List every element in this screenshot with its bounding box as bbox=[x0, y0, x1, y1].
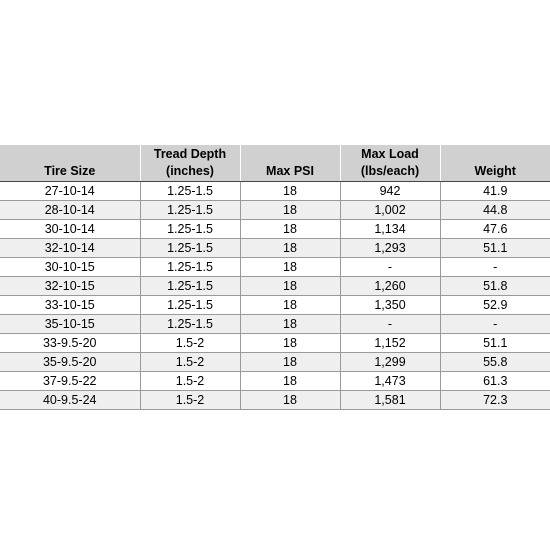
cell-max-load: 1,473 bbox=[340, 372, 440, 391]
cell-max-psi: 18 bbox=[240, 277, 340, 296]
cell-max-psi: 18 bbox=[240, 220, 340, 239]
cell-max-psi: 18 bbox=[240, 391, 340, 410]
cell-max-psi: 18 bbox=[240, 353, 340, 372]
header-tire-size: Tire Size bbox=[0, 145, 140, 182]
cell-tread-depth: 1.25-1.5 bbox=[140, 277, 240, 296]
cell-weight: 51.1 bbox=[440, 334, 550, 353]
cell-max-load: 1,581 bbox=[340, 391, 440, 410]
cell-max-psi: 18 bbox=[240, 201, 340, 220]
cell-weight: 52.9 bbox=[440, 296, 550, 315]
cell-tire-size: 27-10-14 bbox=[0, 182, 140, 201]
cell-max-psi: 18 bbox=[240, 258, 340, 277]
table-row bbox=[0, 353, 550, 372]
cell-tread-depth: 1.5-2 bbox=[140, 334, 240, 353]
cell-max-psi: 18 bbox=[240, 315, 340, 334]
cell-weight: 55.8 bbox=[440, 353, 550, 372]
cell-max-load: - bbox=[340, 315, 440, 334]
cell-tread-depth: 1.25-1.5 bbox=[140, 201, 240, 220]
cell-tire-size: 28-10-14 bbox=[0, 201, 140, 220]
cell-max-psi: 18 bbox=[240, 334, 340, 353]
table-row bbox=[0, 334, 550, 353]
cell-max-load: 1,260 bbox=[340, 277, 440, 296]
table-row bbox=[0, 201, 550, 220]
cell-max-psi: 18 bbox=[240, 239, 340, 258]
table-body bbox=[0, 182, 550, 410]
cell-max-load: - bbox=[340, 258, 440, 277]
cell-weight: 51.1 bbox=[440, 239, 550, 258]
cell-max-load: 1,134 bbox=[340, 220, 440, 239]
cell-tire-size: 30-10-15 bbox=[0, 258, 140, 277]
cell-tread-depth: 1.5-2 bbox=[140, 391, 240, 410]
cell-weight: - bbox=[440, 315, 550, 334]
table-row bbox=[0, 239, 550, 258]
cell-weight: - bbox=[440, 258, 550, 277]
cell-weight: 41.9 bbox=[440, 182, 550, 201]
table-row bbox=[0, 220, 550, 239]
header-max-load: Max Load (lbs/each) bbox=[340, 145, 440, 182]
cell-max-psi: 18 bbox=[240, 182, 340, 201]
table-row bbox=[0, 277, 550, 296]
table-row bbox=[0, 296, 550, 315]
cell-tire-size: 37-9.5-22 bbox=[0, 372, 140, 391]
cell-weight: 47.6 bbox=[440, 220, 550, 239]
table-row bbox=[0, 391, 550, 410]
cell-tire-size: 35-10-15 bbox=[0, 315, 140, 334]
cell-max-load: 1,299 bbox=[340, 353, 440, 372]
cell-max-load: 1,350 bbox=[340, 296, 440, 315]
cell-weight: 72.3 bbox=[440, 391, 550, 410]
cell-weight: 51.8 bbox=[440, 277, 550, 296]
cell-tire-size: 33-10-15 bbox=[0, 296, 140, 315]
cell-tire-size: 33-9.5-20 bbox=[0, 334, 140, 353]
cell-tire-size: 32-10-15 bbox=[0, 277, 140, 296]
cell-tire-size: 35-9.5-20 bbox=[0, 353, 140, 372]
table-header-row bbox=[0, 145, 550, 182]
table-row bbox=[0, 372, 550, 391]
cell-tire-size: 40-9.5-24 bbox=[0, 391, 140, 410]
cell-max-load: 942 bbox=[340, 182, 440, 201]
cell-tire-size: 32-10-14 bbox=[0, 239, 140, 258]
cell-tread-depth: 1.25-1.5 bbox=[140, 315, 240, 334]
cell-max-load: 1,002 bbox=[340, 201, 440, 220]
cell-max-load: 1,293 bbox=[340, 239, 440, 258]
cell-tread-depth: 1.25-1.5 bbox=[140, 258, 240, 277]
table-row bbox=[0, 258, 550, 277]
header-tread-depth: Tread Depth (inches) bbox=[140, 145, 240, 182]
cell-max-psi: 18 bbox=[240, 372, 340, 391]
cell-tread-depth: 1.25-1.5 bbox=[140, 182, 240, 201]
cell-tread-depth: 1.5-2 bbox=[140, 353, 240, 372]
header-weight: Weight bbox=[440, 145, 550, 182]
cell-tread-depth: 1.5-2 bbox=[140, 372, 240, 391]
cell-tread-depth: 1.25-1.5 bbox=[140, 296, 240, 315]
cell-weight: 44.8 bbox=[440, 201, 550, 220]
cell-weight: 61.3 bbox=[440, 372, 550, 391]
cell-max-load: 1,152 bbox=[340, 334, 440, 353]
cell-tread-depth: 1.25-1.5 bbox=[140, 220, 240, 239]
header-max-psi: Max PSI bbox=[240, 145, 340, 182]
cell-max-psi: 18 bbox=[240, 296, 340, 315]
tire-spec-table bbox=[0, 145, 550, 410]
cell-tread-depth: 1.25-1.5 bbox=[140, 239, 240, 258]
cell-tire-size: 30-10-14 bbox=[0, 220, 140, 239]
table-row bbox=[0, 315, 550, 334]
table-row bbox=[0, 182, 550, 201]
